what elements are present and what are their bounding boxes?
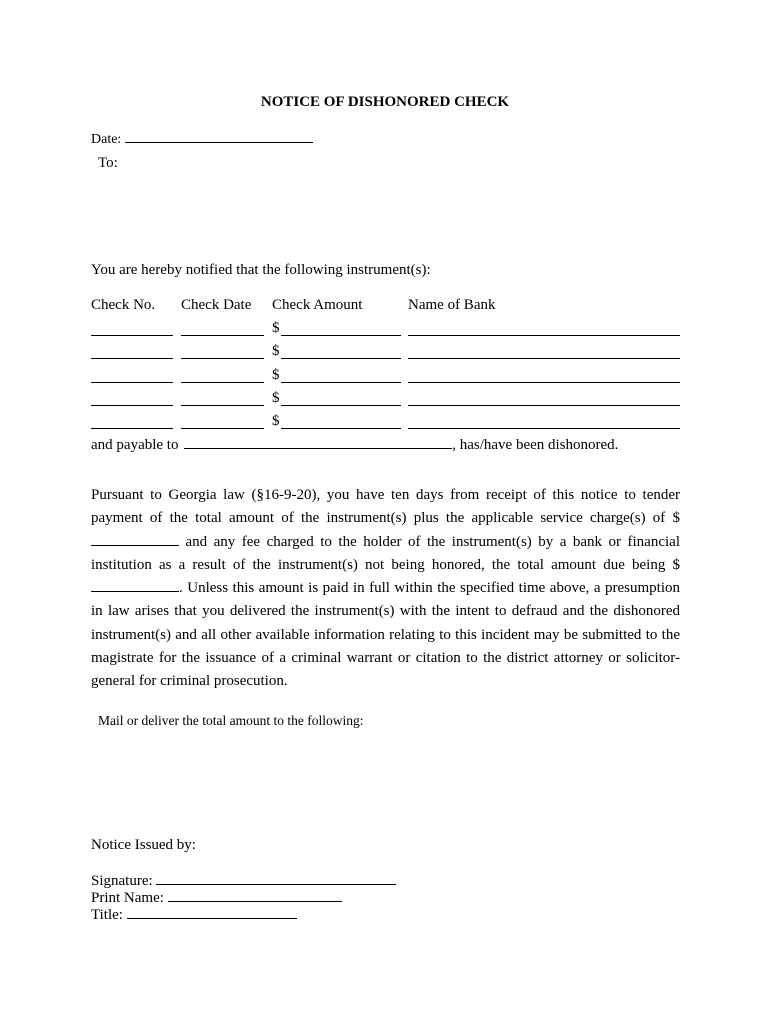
check-no-blank[interactable] (91, 335, 173, 336)
column-bank-name: Name of Bank (408, 297, 496, 313)
check-no-blank[interactable] (91, 405, 173, 406)
table-row (91, 367, 680, 385)
paragraph-part3: . Unless this amount is paid in full within the specified time above, a presumption in law arises that you delivered the instrument(s) with the intent to defraud and the dishonored instrument(s) and all other available information relating to this incident may be submitted to the magistrate for the issuance of a criminal warrant or citation to the district attorney or solicitor-general for criminal prosecution. (91, 580, 680, 690)
check-amount-blank[interactable] (281, 382, 401, 383)
payable-suffix: , has/have been dishonored. (452, 437, 619, 453)
date-label: Date: (91, 132, 122, 147)
legal-paragraph (91, 484, 680, 694)
print-name-label: Print Name: (91, 890, 164, 906)
check-no-blank[interactable] (91, 428, 173, 429)
table-row (91, 413, 680, 431)
check-date-blank[interactable] (181, 358, 264, 359)
bank-name-blank[interactable] (408, 358, 680, 359)
date-blank[interactable] (125, 130, 313, 143)
column-check-no: Check No. (91, 297, 156, 313)
paragraph-part2: and any fee charged to the holder of the instrument(s) by a bank or financial institution as a result of the instrument(s) not being honored, the total amount due being $ (91, 533, 680, 573)
bank-name-blank[interactable] (408, 382, 680, 383)
dollar-sign: $ (272, 343, 280, 360)
dollar-sign: $ (272, 366, 280, 383)
check-date-blank[interactable] (181, 382, 264, 383)
to-label: To: (98, 155, 118, 171)
check-amount-blank[interactable] (281, 428, 401, 429)
notice-issued-by: Notice Issued by: (91, 837, 196, 853)
check-amount-blank[interactable] (281, 335, 401, 336)
bank-name-blank[interactable] (408, 428, 680, 429)
document-title: NOTICE OF DISHONORED CHECK (260, 94, 510, 110)
check-amount-blank[interactable] (281, 405, 401, 406)
payable-prefix: and payable to (91, 437, 179, 453)
title-blank[interactable] (127, 906, 297, 919)
print-name-field (91, 889, 342, 907)
check-date-blank[interactable] (181, 428, 264, 429)
payable-line (91, 436, 618, 454)
print-name-blank[interactable] (168, 889, 342, 902)
title-field (91, 906, 297, 924)
check-no-blank[interactable] (91, 382, 173, 383)
table-row (91, 320, 680, 338)
mail-instruction: Mail or deliver the total amount to the following: (98, 713, 364, 728)
dollar-sign: $ (272, 320, 280, 336)
check-date-blank[interactable] (181, 335, 264, 336)
table-row (91, 390, 680, 408)
title-label: Title: (91, 907, 123, 923)
payee-blank[interactable] (184, 436, 452, 449)
check-no-blank[interactable] (91, 358, 173, 359)
signature-blank[interactable] (156, 872, 396, 885)
dollar-sign: $ (272, 413, 280, 430)
signature-field (91, 872, 396, 890)
check-amount-blank[interactable] (281, 358, 401, 359)
total-due-blank[interactable] (91, 579, 179, 592)
table-row (91, 343, 680, 361)
service-charge-blank[interactable] (91, 533, 179, 546)
check-date-blank[interactable] (181, 405, 264, 406)
intro-text: You are hereby notified that the following instrument(s): (91, 262, 431, 278)
date-field (91, 130, 313, 148)
bank-name-blank[interactable] (408, 405, 680, 406)
paragraph-part1: Pursuant to Georgia law (§16-9-20), you have ten days from receipt of this notice to tender payment of the total amount of the instrument(s) plus the applicable service charge(s) of $ (91, 487, 680, 527)
signature-label: Signature: (91, 873, 153, 889)
column-check-date: Check Date (181, 297, 252, 313)
column-check-amount: Check Amount (272, 297, 363, 313)
bank-name-blank[interactable] (408, 335, 680, 336)
dollar-sign: $ (272, 389, 280, 406)
